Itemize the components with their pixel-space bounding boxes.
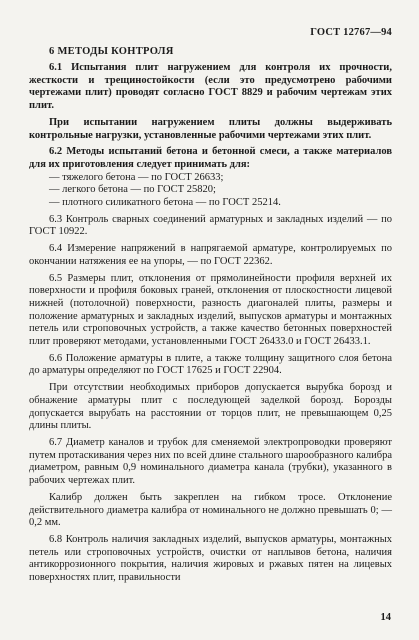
page-number: 14 (380, 612, 391, 623)
paragraph-6-5: 6.5 Размеры плит, отклонения от прямолинейности профиля верхней их поверхности и профиля боковых граней, отклонения от плоскостности лицевой нижней (потолочной) поверхности, разность диагоналей плиты, размеры и положение арматурных и закладных изделий, выпусков арматуры и монтажных петель или строповочных устройств, а также качество бетонных поверхностей плит проверяют методами, установленными ГОСТ 26433.0 и ГОСТ 26433.1. (29, 272, 392, 348)
list-item: — тяжелого бетона — по ГОСТ 26633; (49, 171, 224, 183)
paragraph-6-1-note: При испытании нагружением плиты должны выдерживать контрольные нагрузки, установленные рабочими чертежами этих плит. (29, 116, 392, 141)
paragraph-6-1: 6.1 Испытания плит нагружением для контроля их прочности, жесткости и трещиностойкости (если это предусмотрено рабочими чертежами плит) проводят согласно ГОСТ 8829 и рабочим чертежам этих плит. (29, 62, 392, 112)
list-item: — плотного силикатного бетона — по ГОСТ 25214. (49, 197, 281, 209)
paragraph-6-8: 6.8 Контроль наличия закладных изделий, выпусков арматуры, монтажных петель или строповочных устройств, очистки от наплывов бетона, наличия антикоррозионного покрытия, наличия жировых и ржавых пятен на лицевых поверхностях плит, правильности (29, 533, 392, 584)
paragraph-6-2: 6.2 Методы испытаний бетона и бетонной смеси, а также материалов для их приготовления следует принимать для: (29, 146, 392, 170)
concrete-list (29, 172, 392, 210)
paragraph-6-7: 6.7 Диаметр каналов и трубок для сменяемой электропроводки проверяют путем протаскивания через них по всей длине стального шарообразного калибра диаметром, равным 0,9 номинального диаметра канала (трубки), указанного в рабочих чертежах плит. (29, 436, 392, 487)
paragraph-6-3: 6.3 Контроль сварных соединений арматурных и закладных изделий — по ГОСТ 10922. (29, 213, 392, 238)
paragraph-6-6-note: При отсутствии необходимых приборов допускается вырубка борозд и обнажение арматуры плит с последующей заделкой борозд. Борозды допускается вырубать на расстоянии от торцов плит, не превышающем 0,25 длины плиты. (29, 382, 392, 432)
document-code-header: ГОСТ 12767—94 (310, 27, 392, 38)
paragraph-6-4: 6.4 Измерение напряжений в напрягаемой арматуре, контролируемых по окончании натяжения ее на упоры, — по ГОСТ 22362. (29, 243, 392, 267)
paragraph-6-7-note: Калибр должен быть закреплен на гибком тросе. Отклонение действительного диаметра калибра от номинального не должно превышать 0; —0,2 мм. (29, 491, 392, 529)
document-body (29, 62, 392, 589)
paragraph-6-6: 6.6 Положение арматуры в плите, а также толщину защитного слоя бетона до арматуры определяют по ГОСТ 17625 и ГОСТ 22904. (29, 352, 392, 377)
section-title: 6 МЕТОДЫ КОНТРОЛЯ (49, 46, 174, 57)
list-item: — легкого бетона — по ГОСТ 25820; (49, 184, 216, 196)
